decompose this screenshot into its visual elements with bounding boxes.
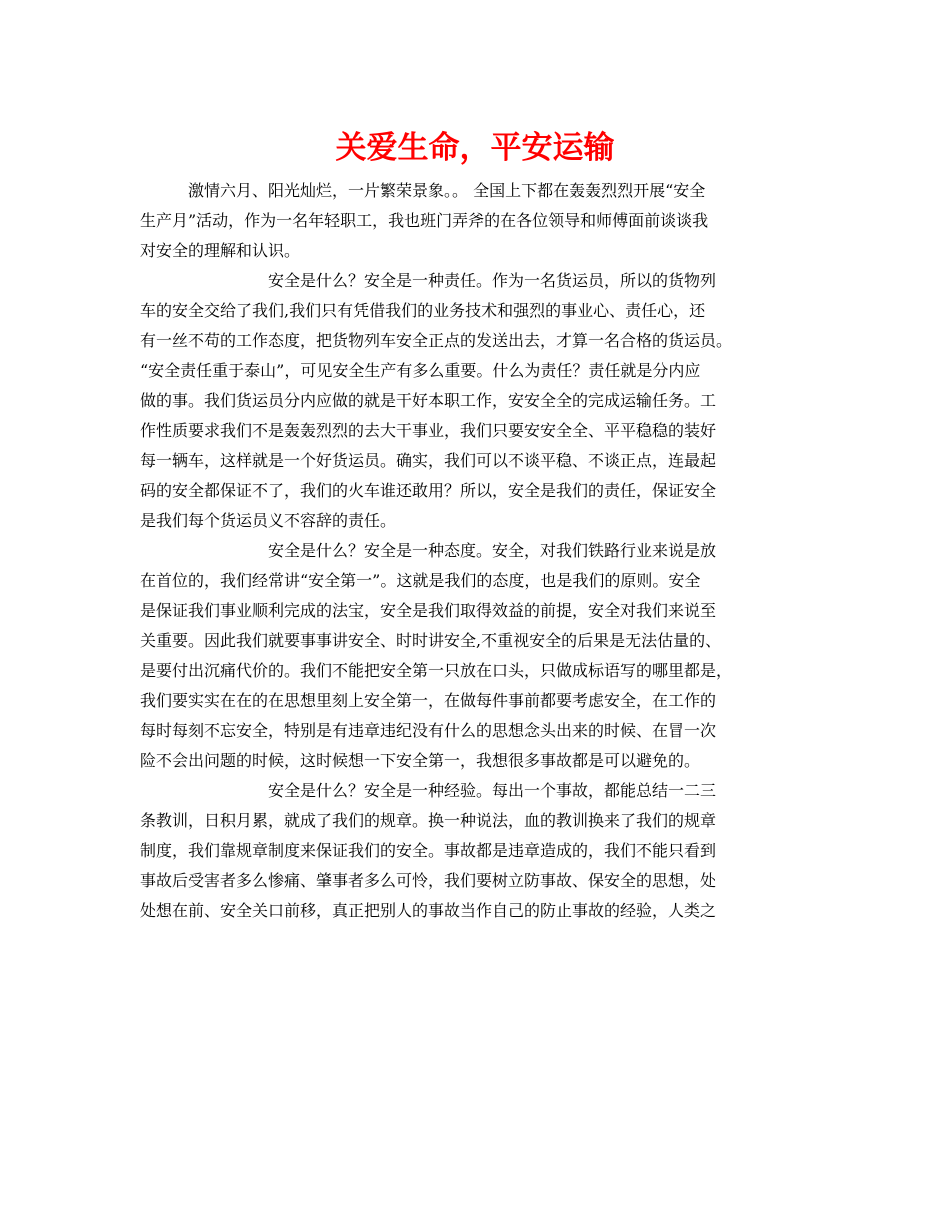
text-line: 激情六月、阳光灿烂，一片繁荣景象。。 全国上下都在轰轰烈烈开展“安全 — [188, 181, 706, 200]
text-line: 事故后受害者多么惨痛、肇事者多么可怜，我们要树立防事故、保安全的思想，处 — [140, 871, 717, 890]
document-body — [140, 176, 820, 926]
text-line: 处想在前、安全关口前移，真正把别人的事故当作自己的防止事故的经验，人类之 — [140, 901, 717, 920]
paragraph — [140, 266, 820, 536]
paragraph — [140, 776, 820, 926]
text-line: 是我们每个货运员义不容辞的责任。 — [140, 511, 397, 530]
text-line: 每时每刻不忘安全，特别是有违章违纪没有什么的思想念头出来的时候、在冒一次 — [140, 721, 717, 740]
text-line: 在首位的，我们经常讲“安全第一”。这就是我们的态度，也是我们的原则。安全 — [140, 571, 701, 590]
text-line: 对安全的理解和认识。 — [140, 241, 301, 260]
text-line: 关重要。因此我们就要事事讲安全、时时讲安全,不重视安全的后果是无法估量的、 — [140, 631, 722, 650]
text-line: 险不会出问题的时候，这时候想一下安全第一，我想很多事故都是可以避免的。 — [140, 751, 701, 770]
text-line: 生产月”活动，作为一名年轻职工，我也班门弄斧的在各位领导和师傅面前谈谈我 — [140, 211, 709, 230]
text-line: 作性质要求我们不是轰轰烈烈的去大干事业，我们只要安安全全、平平稳稳的装好 — [140, 421, 717, 440]
text-line: 我们要实实在在的在思想里刻上安全第一，在做每件事前都要考虑安全，在工作的 — [140, 691, 717, 710]
text-line: 制度，我们靠规章制度来保证我们的安全。事故都是违章造成的，我们不能只看到 — [140, 841, 717, 860]
paragraph — [140, 176, 820, 266]
text-line: 有一丝不苟的工作态度，把货物列车安全正点的发送出去，才算一名合格的货运员。 — [140, 331, 733, 350]
text-line: 车的安全交给了我们,我们只有凭借我们的业务技术和强烈的事业心、责任心，还 — [140, 301, 706, 320]
text-line: “安全责任重于泰山”，可见安全生产有多么重要。什么为责任？责任就是分内应 — [140, 361, 701, 380]
text-line: 安全是什么？安全是一种态度。安全，对我们铁路行业来说是放 — [268, 541, 717, 560]
paragraph — [140, 536, 820, 776]
text-line: 安全是什么？安全是一种经验。每出一个事故，都能总结一二三 — [268, 781, 717, 800]
text-line: 每一辆车，这样就是一个好货运员。确实，我们可以不谈平稳、不谈正点，连最起 — [140, 451, 717, 470]
text-line: 是保证我们事业顺利完成的法宝，安全是我们取得效益的前提，安全对我们来说至 — [140, 601, 717, 620]
text-line: 做的事。我们货运员分内应做的就是干好本职工作，安安全全的完成运输任务。工 — [140, 391, 717, 410]
document-title: 关爱生命，平安运输 — [335, 130, 615, 166]
text-line: 安全是什么？安全是一种责任。作为一名货运员，所以的货物列 — [268, 271, 717, 290]
text-line: 是要付出沉痛代价的。我们不能把安全第一只放在口头，只做成标语写的哪里都是， — [140, 661, 733, 680]
text-line: 条教训，日积月累，就成了我们的规章。换一种说法，血的教训换来了我们的规章 — [140, 811, 717, 830]
text-line: 码的安全都保证不了，我们的火车谁还敢用？所以，安全是我们的责任，保证安全 — [140, 481, 717, 500]
